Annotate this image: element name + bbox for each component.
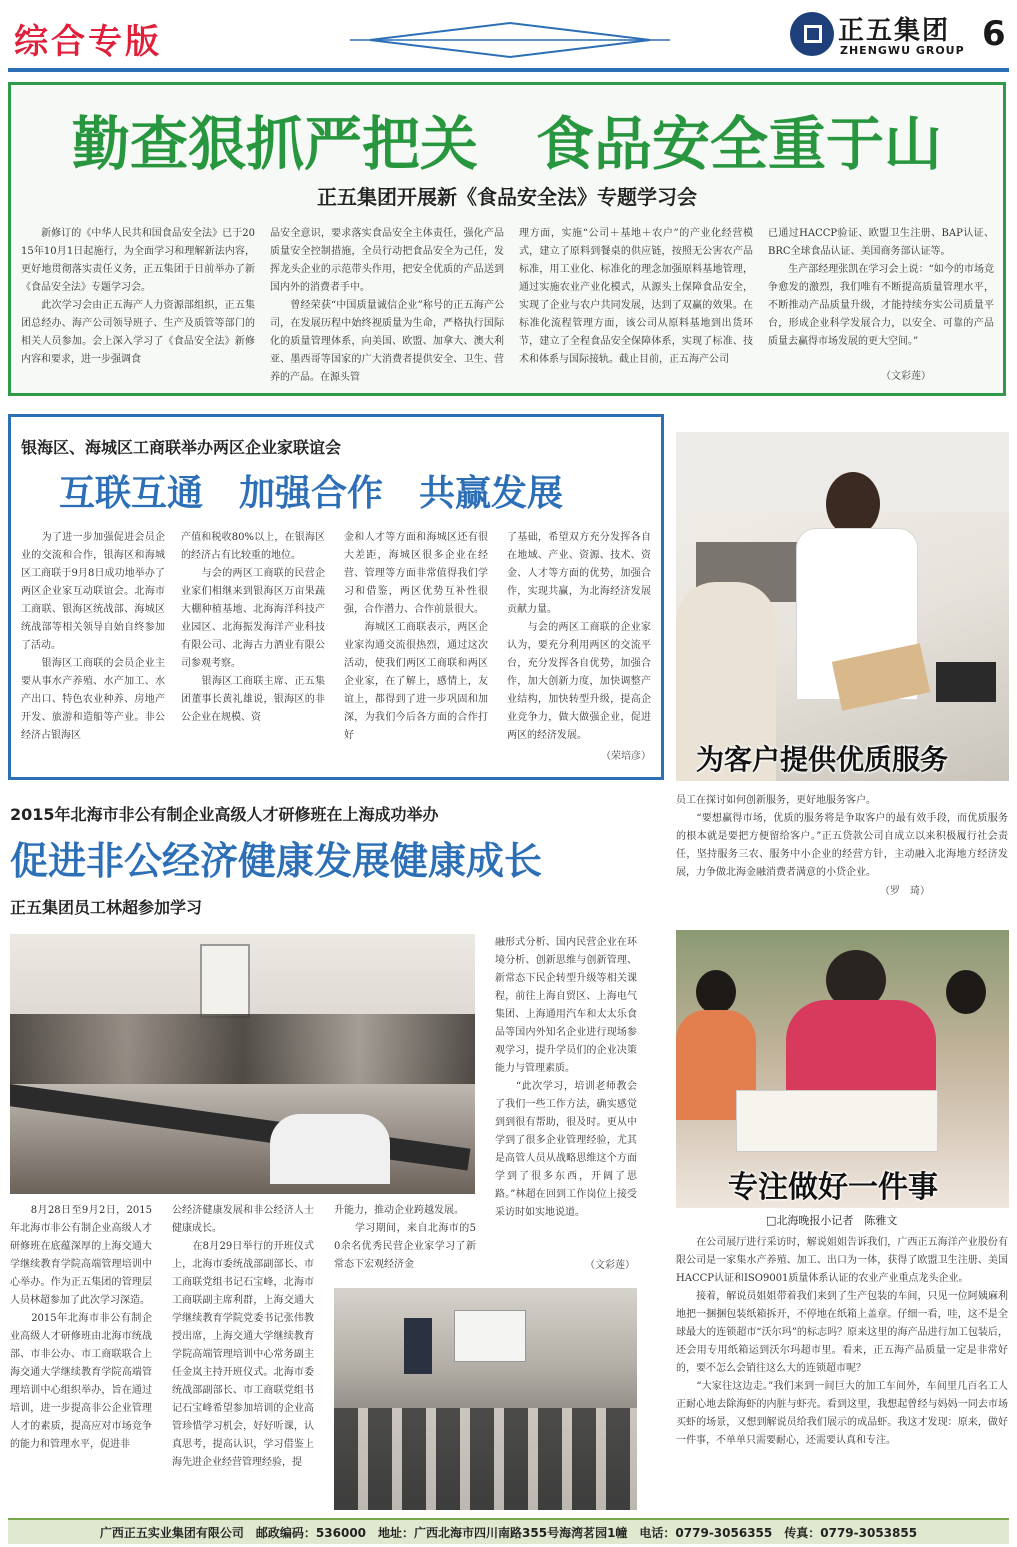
article-food-safety: [8, 82, 1006, 396]
logo-cn: 正五集团: [838, 16, 951, 46]
article-column: 升能力，推动企业跨越发展。 学习期间，来自北海市的50余名优秀民营企业家学习了新常态下宏观经济金: [334, 1205, 476, 1270]
article-column: 产值和税收80%以上，在银海区的经济占有比较重的地位。 与会的两区工商联的民营企业家们相继来到银海区万亩果蔬大棚种植基地、北海海洋科技产业园区、北海振发海洋产业科技有限公司、北海古力酒业有限公司参观考察。 银海区工商联主席、正五集团董事长黄礼雄说，银海区的非公企业在规模、资: [181, 532, 325, 723]
byline: （文彩莲）: [585, 1260, 635, 1271]
photo-training-visit: [10, 934, 475, 1194]
section-title: 综合专版: [14, 22, 162, 62]
headline: 互联互通 加强合作 共赢发展: [59, 473, 564, 514]
article-column: 已通过HACCP验证、欧盟卫生注册、BAP认证、BRC全球食品认证、美国商务部认证等。 生产部经理张凯在学习会上说：“如今的市场竞争愈发的激烈，我们唯有不断提高质量管理水平，不断推动产品质量升级，才能持续夯实公司质量平台，形成企业科学发展合力，以安全、可靠的产品质量去赢得市场发展的更大空间。”: [768, 228, 994, 347]
article-column: 8月28日至9月2日，2015年北海市非公有制企业高级人才研修班在底蕴深厚的上海交通大学继续教育学院高端管理培训中心举办。作为正五集团的管理层人员林超参加了此次学习深造。 2015年北海市非公有制企业高级人才研修班由北海市统战部、市非公办、市工商联联合上海交通大学继续教育学院高端管理培训中心组织举办，旨在通过培训，进一步提高非公企业管理人才的素质，提高应对市场竞争的能力和管理水平，促进非: [10, 1205, 152, 1450]
byline: （文彩莲）: [881, 371, 931, 382]
byline: （罗 琦）: [880, 886, 930, 897]
service-text: 员工在探讨如何创新服务，更好地服务客户。 “要想赢得市场，优质的服务将是争取客户的最有效手段，而优质服务的根本就是要把方便留给客户。”正五贷款公司自成立以来积极履行社会责任，坚持服务三农、服务中小企业的经营方针，主动融入北海地方经济发展，力争做北海金融消费者满意的小贷企业。: [676, 795, 1008, 878]
kicker: 2015年北海市非公有制企业高级人才研修班在上海成功举办: [10, 805, 439, 824]
article-column: 公经济健康发展和非公经济人士健康成长。 在8月29日举行的开班仪式上，北海市委统战部副部长、市工商联党组书记石宝峰，北海市工商联副主席利群，上海交通大学继续教育学院党委书记张伟教授出席，上海交通大学继续教育学院高端管理培训中心常务副主任金岚主持开班仪式。北海市委统战部副部长、市工商联党组书记石宝峰希望参加培训的企业高管珍惜学习机会，好好听课，认真思考，提高认识，学习借鉴上海先进企业经营管理经验，提: [172, 1205, 314, 1468]
article-column: 理方面，实施“公司＋基地＋农户”的产业化经营模式，建立了原料到餐桌的供应链，按照无公害农产品标准，用工业化、标准化的理念加强原料基地管理，通过实施农业产业化模式，从源头上保障食品安全，实现了企业与农户共同发展，达到了双赢的效果。在标准化流程管理方面，该公司从原料基地到出货环节，建立了全程食品安全保障体系，实现了标准、技术和体系与国际接轨。截止目前，正五海产公司: [519, 228, 753, 365]
article-column: 新修订的《中华人民共和国食品安全法》已于2015年10月1日起施行，为全面学习和理解新法内容，更好地贯彻落实责任义务，正五集团于日前举办了新《食品安全法》专题学习会。 此次学习会由正五海产人力资源部组织，正五集团总经办、海产公司领导班子、生产及质管等部门的相关人员参加。会上深入学习了《食品安全法》新修内容和要求，进一步强调食: [21, 228, 255, 365]
photo-classroom: [334, 1288, 637, 1510]
article-column: 品安全意识，要求落实食品安全主体责任，强化产品质量安全控制措施，全员行动把食品安全为己任，发挥龙头企业的示范带头作用，把安全优质的产品送到国内外的消费者手中。 曾经荣获“中国质量诚信企业”称号的正五海产公司，在发展历程中始终视质量为生命，严格执行国际化的质量管理体系，向美国、欧盟、加拿大、澳大利亚、墨西哥等国家的广大消费者提供安全、卫生、营养的产品。在源头管: [270, 228, 504, 383]
article-column: 金和人才等方面和海城区还有很大差距，海城区很多企业在经营、管理等方面非常值得我们学习和借鉴，两区优势互补性很强，合作潜力、合作前景很大。 海城区工商联表示，两区企业家沟通交流很热烈，通过这次活动，使我们两区工商联和两区企业家，在了解上，感情上，友谊上，都得到了进一步巩固和加深，为我们今后各方面的合作打好: [344, 532, 488, 741]
article-column: 为了进一步加强促进会员企业的交流和合作，银海区和海城区工商联于9月8日成功地举办了两区企业家互动联谊会。北海市工商联、银海区统战部、海城区统战部等相关领导自始自终参加了活动。 银海区工商联的会员企业主要从事水产养殖、水产加工、水产出口、特色农业种养、房地产开发、旅游和造船等产业。非公经济占银海区: [21, 532, 165, 741]
page-footer: [8, 1518, 1009, 1544]
subheadline: 正五集团员工林超参加学习: [10, 898, 203, 917]
subheadline: 正五集团开展新《食品安全法》专题学习会: [317, 185, 697, 209]
page-header: [0, 0, 1017, 72]
article-column: 融形式分析、国内民营企业在环境分析、创新思维与创新管理、新常态下民企转型升级等相关课程，前往上海自贸区、上海电气集团、上海通用汽车和太太乐食品等国内外知名企业进行现场参观学习，提升学员们的企业决策能力与管理素质。 “此次学习，培训老师教会了我们一些工作方法，确实感觉到到很有帮助，很及时。更从中学到了很多企业管理经验，尤其是高管人员从战略思维这个方面学到了很多东西，开阔了思路。”林超在回到工作岗位上接受采访时如实地说道。: [495, 937, 637, 1218]
header-ornament: [350, 20, 670, 60]
page-number: 6: [982, 14, 1006, 54]
photo-customer-service: [676, 432, 1009, 781]
article-column: 了基础，希望双方充分发挥各自在地域、产业、资源、技术、资金、人才等方面的优势，加强合作，实现共赢，为北海经济发展贡献力量。 与会的两区工商联的企业家认为，要充分利用两区的交流平台，充分发挥各自优势，加强合作，加大创新力度，加快调整产业结构，加快转型升级，提高企业竞争力，做大做强企业，促进两区的经济发展。: [507, 532, 651, 741]
article-chamber-meeting: [8, 414, 664, 780]
company-logo-icon: [790, 12, 834, 56]
photo-workshop-visit: [676, 930, 1009, 1208]
byline: （荣培彦）: [601, 751, 651, 762]
footer-contact: 广西正五实业集团有限公司 邮政编码：536000 地址：广西北海市四川南路355号海湾茗园1幢 电话：0779-3056355 传真：0779-3053855: [99, 1526, 918, 1540]
article-text: 在公司展厅进行采访时，解说姐姐告诉我们，广西正五海洋产业股份有限公司是一家集水产养殖、加工、出口为一体，获得了欧盟卫生注册、美国HACCP认证和ISO9001质量体系认证的农业产业重点龙头企业。 接着，解说员姐姐带着我们来到了生产包装的车间，只见一位阿姨麻利地把一捆捆包装纸箱拆开，不停地在纸箱上盖章。仔细一看，哇，这不是全球最大的连锁超市“沃尔玛”的标志吗？原来这里的海产品进行加工包装后，还会用专用纸箱运到沃尔玛超市里。看来，正五海产品质量一定是非常好的，要不怎么会销往这么大的连锁超市呢？ “大家往这边走。”我们来到一间巨大的加工车间外，车间里几百名工人正耐心地去除海虾的内脏与虾壳。看到这里，我想起曾经与妈妈一同去市场买虾的场景，又想到解说员给我们展示的成品虾。我这才发现：原来，做好一件事，不单单只需要耐心，还需要认真和专注。: [676, 1237, 1008, 1446]
headline: 勤查狠抓严把关 食品安全重于山: [71, 110, 942, 178]
logo-en: ZHENGWU GROUP: [840, 44, 965, 57]
photo-caption: 专注做好一件事: [728, 1170, 938, 1205]
kicker: 银海区、海城区工商联举办两区企业家联谊会: [21, 438, 342, 457]
header-rule: [8, 68, 1009, 72]
headline: 促进非公经济健康发展健康成长: [10, 839, 543, 883]
photo-caption: 为客户提供优质服务: [696, 743, 949, 776]
reporter: □北海晚报小记者 陈雅文: [766, 1214, 898, 1227]
